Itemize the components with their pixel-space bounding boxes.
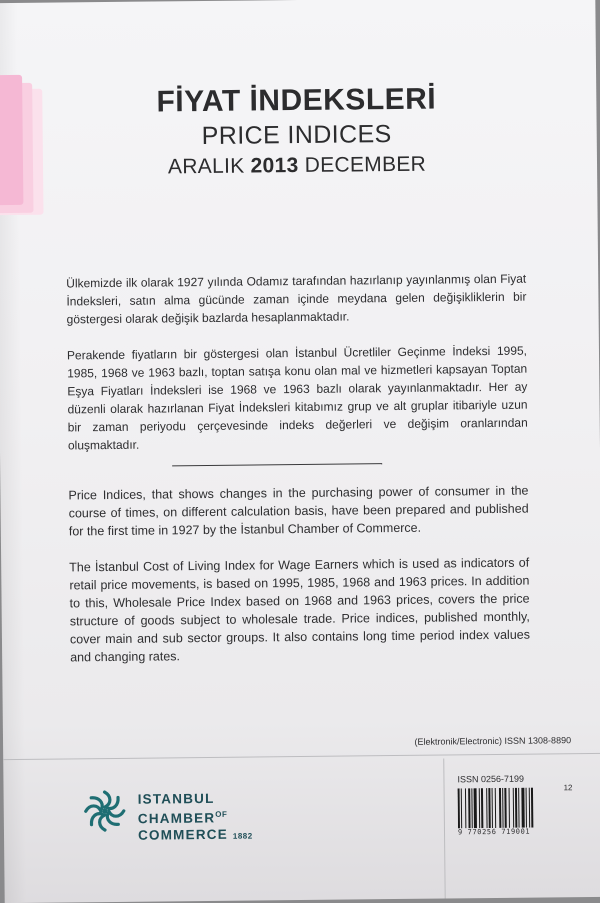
section-divider	[172, 463, 382, 466]
english-paragraph-1: Price Indices, that shows changes in the purchasing power of consumer in the course of times, on different calculation basis, have been prepared and published for the first time in 1927 by the İstanbul Chamber of Commerce.	[68, 483, 529, 539]
footer-rule	[3, 753, 600, 760]
date-year: 2013	[250, 154, 299, 178]
title-turkish: FİYAT İNDEKSLERİ	[156, 82, 437, 119]
title-block	[0, 81, 597, 183]
barcode-block	[457, 773, 578, 844]
barcode-icon	[458, 787, 562, 828]
issn-electronic: (Elektronik/Electronic) ISSN 1308-8890	[414, 735, 572, 747]
publisher-name	[138, 791, 253, 846]
pink-tabs-decoration	[0, 3, 58, 234]
english-paragraph-2: The İstanbul Cost of Living Index for Wage Earners which is used as indicators of retail price movements, is based on 1995, 1985, 1968 and 1963 prices. In addition to this, Wholesale Price Index based on 1968 and 1963 prices, covers the price structure of goods subject to wholesale trade. Price indices, published monthly, cover main and sub sector groups. It also contains long time period index values and changing rates.	[69, 555, 531, 665]
date-month-en: DECEMBER	[304, 152, 427, 177]
issn-print: ISSN 0256-7199	[457, 773, 525, 785]
barcode-separator	[443, 759, 445, 899]
date-month-tr: ARALIK	[167, 154, 245, 179]
title-english: PRICE INDICES	[201, 120, 392, 151]
publisher-of: OF	[215, 809, 228, 819]
turkish-paragraph-2: Perakende fiyatların bir göstergesi olan İstanbul Ücretliler Geçinme İndeksi 1995, 1985, 1968 ve 1963 bazlı, toptan satışa konu olan mal ve hizmetleri kapsayan Toptan Eşya Fiyatları İndeksleri ise 1968 ve 1963 bazlı olarak yayınlanmaktadır. Her ay düzenli olarak hazırlanan Fiyat İndeksleri kitabımız grup ve alt gruplar itibariyle uzun bir zaman periyodu çerçevesinde indeks değerleri ve değişim oranlarından oluşmaktadır.	[66, 343, 528, 453]
issue-number: 12	[563, 783, 573, 793]
pink-tab-front	[0, 75, 23, 205]
publisher-year: 1882	[232, 831, 253, 841]
turkish-paragraph-1: Ülkemizde ilk olarak 1927 yılında Odamız tarafından hazırlanıp yayınlanmış olan Fiyat İndeksleri, satın alma gücünde zaman içinde meydana gelen değişikliklerin bir göstergesi olarak değişik bazlarda hesaplanmaktadır.	[66, 271, 527, 327]
publisher-line-1: ISTANBUL	[137, 790, 215, 807]
publisher-line-2: $CHAMBER^{OF}$	[137, 809, 228, 827]
publisher-line-3: COMMERCE 1882	[137, 826, 253, 843]
ito-swirl-logo-icon	[82, 788, 128, 834]
barcode-digits: 9 770256 719001	[457, 827, 531, 837]
title-date	[0, 149, 597, 183]
